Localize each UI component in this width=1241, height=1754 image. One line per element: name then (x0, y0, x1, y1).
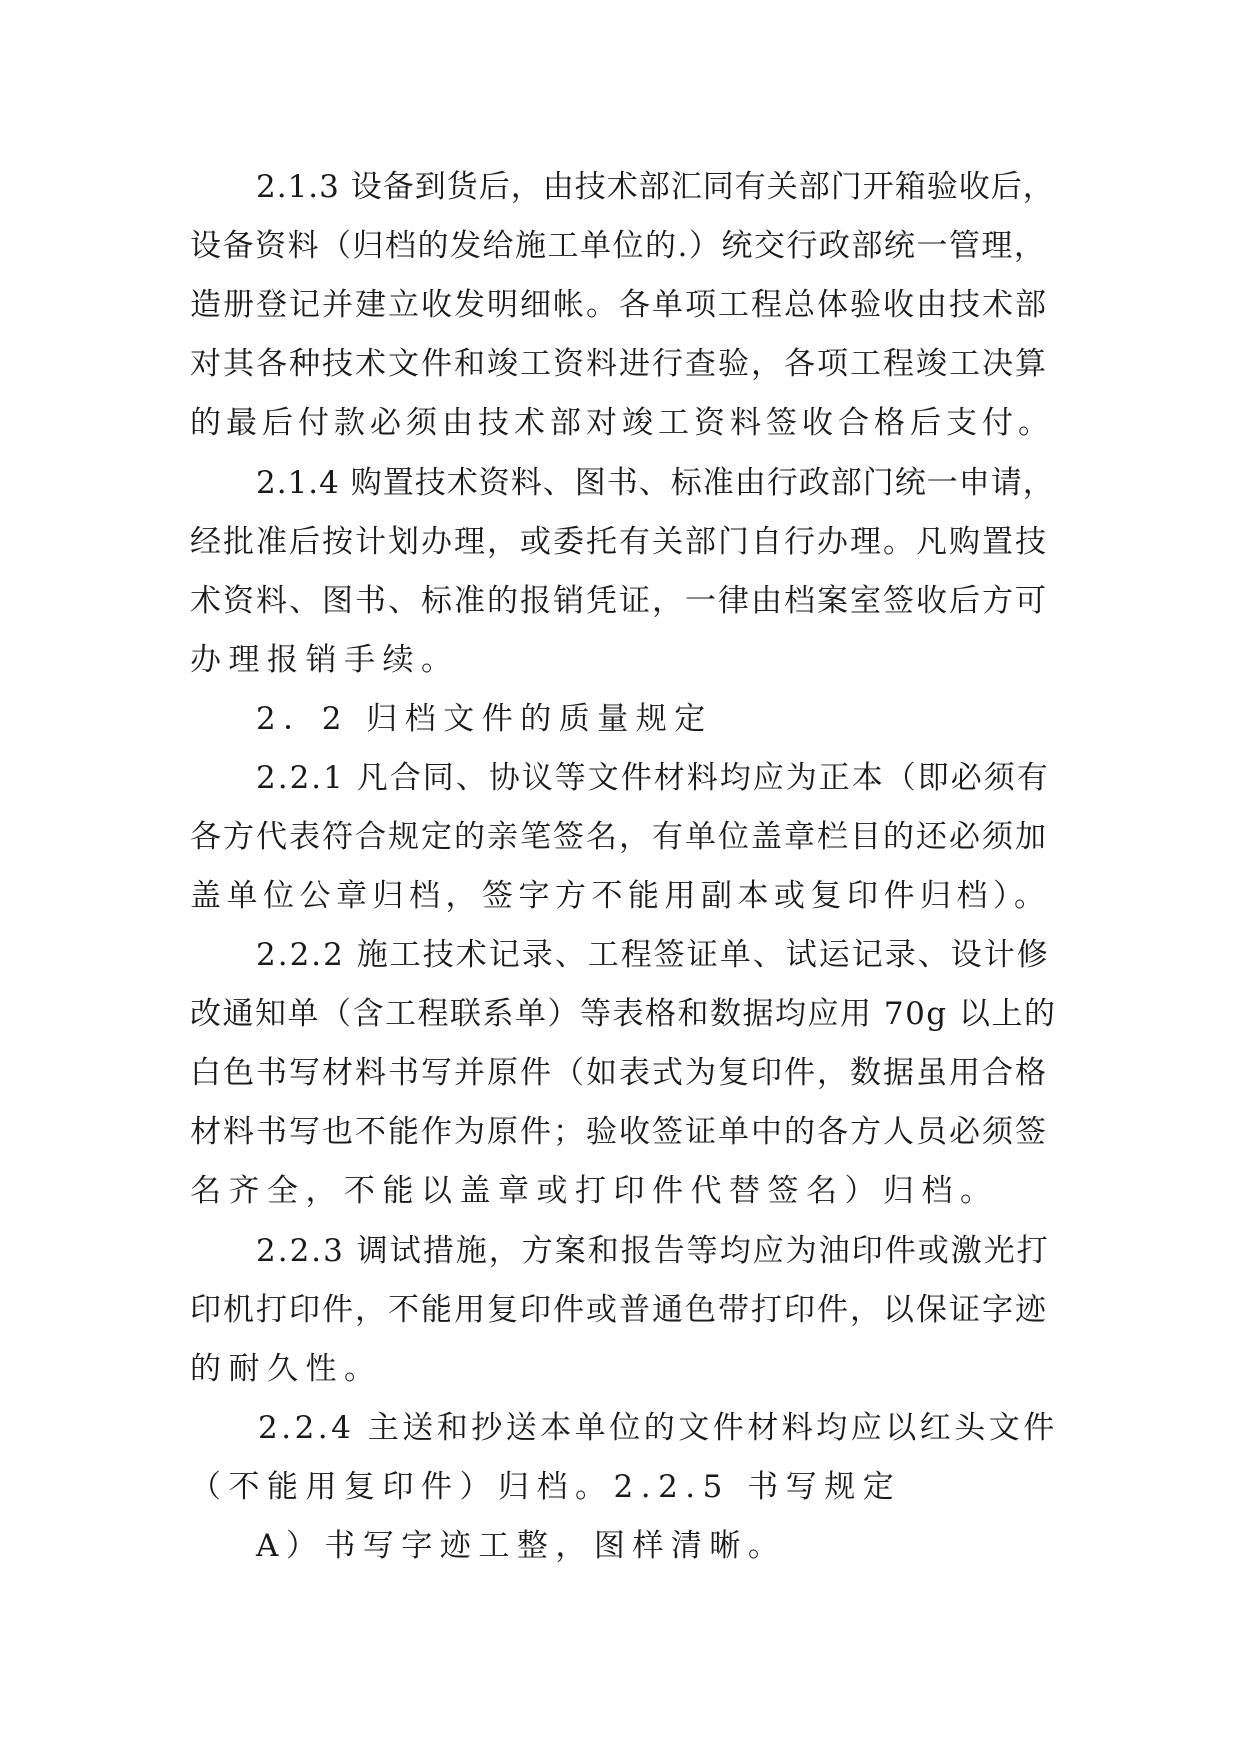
text-line: 2.1.4 购置技术资料、图书、标准由行政部门统一申请， (256, 465, 1055, 501)
text-line: 的最后付款必须由技术部对竣工资料签收合格后支付。 (190, 405, 1054, 441)
section-heading: 2．2 归档文件的质量规定 (256, 701, 713, 737)
text-line: 设备资料（归档的发给施工单位的.）统交行政部统一管理， (190, 228, 1047, 264)
text-line: 2.1.3 设备到货后，由技术部汇同有关部门开箱验收后， (256, 169, 1055, 205)
text-line: 的耐久性。 (190, 1351, 383, 1387)
text-line: 2.2.1 凡合同、协议等文件材料均应为正本（即必须有 (256, 760, 1050, 796)
text-line: 经批准后按计划办理，或委托有关部门自行办理。凡购置技 (190, 524, 1048, 560)
text-line: （不能用复印件）归档。2.2.5 书写规定 (190, 1469, 902, 1505)
text-line: 改通知单（含工程联系单）等表格和数据均应用 70g 以上的 (190, 996, 1057, 1032)
text-line: 2.2.3 调试措施，方案和报告等均应为油印件或激光打 (256, 1233, 1050, 1269)
text-line: A）书写字迹工整，图样清晰。 (256, 1528, 787, 1564)
text-line: 名齐全，不能以盖章或打印件代替签名）归档。 (190, 1173, 999, 1209)
text-line: 白色书写材料书写并原件（如表式为复印件，数据虽用合格 (190, 1055, 1048, 1091)
text-line: 造册登记并建立收发明细帐。各单项工程总体验收由技术部 (190, 287, 1048, 323)
text-line: 材料书写也不能作为原件；验收签证单中的各方人员必须签 (190, 1114, 1048, 1150)
text-line: 办理报销手续。 (190, 642, 460, 678)
text-line: 印机打印件，不能用复印件或普通色带打印件，以保证字迹 (190, 1292, 1048, 1328)
text-line: 对其各种技术文件和竣工资料进行查验，各项工程竣工决算 (190, 346, 1048, 382)
text-line: 2.2.4 主送和抄送本单位的文件材料均应以红头文件 (258, 1410, 1058, 1446)
text-line: 术资料、图书、标准的报销凭证，一律由档案室签收后方可 (190, 583, 1048, 619)
text-line: 各方代表符合规定的亲笔签名，有单位盖章栏目的还必须加 (190, 819, 1048, 855)
text-line: 盖单位公章归档，签字方不能用副本或复印件归档）。 (190, 878, 1051, 914)
text-line: 2.2.2 施工技术记录、工程签证单、试运记录、设计修 (256, 937, 1050, 973)
